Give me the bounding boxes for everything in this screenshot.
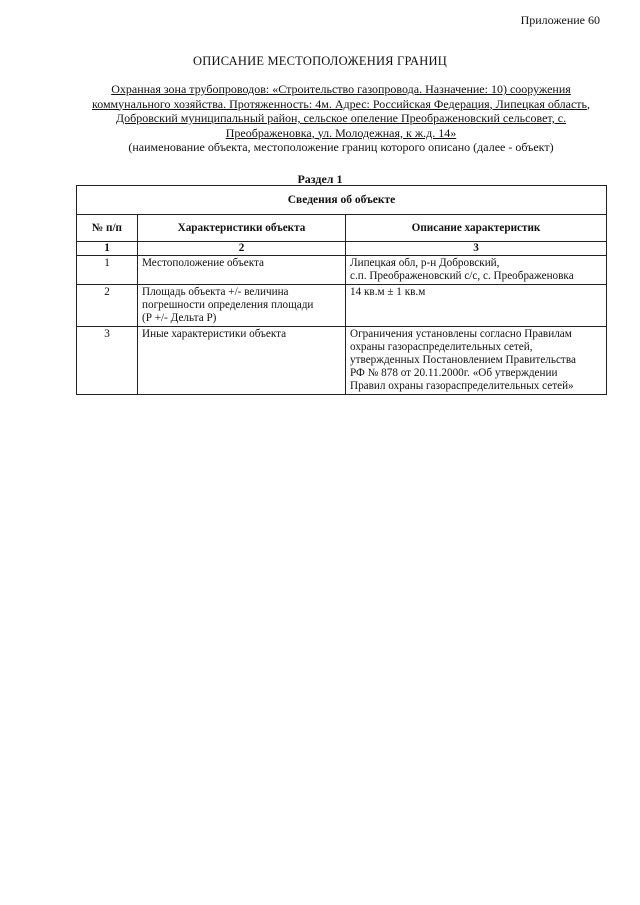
column-number: 2: [138, 242, 346, 256]
description-line: с.п. Преображеновский с/с, с. Преображеновка: [350, 270, 574, 282]
table-row: [77, 256, 607, 285]
column-header-description: Описание характеристик: [346, 215, 607, 242]
row-characteristic: Иные характеристики объекта: [138, 327, 346, 395]
table-caption-row: [77, 186, 607, 215]
row-description: [346, 327, 607, 395]
column-header-characteristic: Характеристики объекта: [138, 215, 346, 242]
column-number: 3: [346, 242, 607, 256]
row-characteristic: [138, 285, 346, 327]
appendix-label: Приложение 60: [520, 13, 600, 27]
description-line: РФ № 878 от 20.11.2000г. «Об утверждении: [350, 367, 558, 379]
row-characteristic: Местоположение объекта: [138, 256, 346, 285]
description-line: утвержденных Постановлением Правительства: [350, 354, 576, 366]
object-description-block: [76, 82, 606, 155]
characteristic-line: погрешности определения площади: [142, 299, 314, 311]
row-description: [346, 256, 607, 285]
table-caption: Сведения об объекте: [77, 186, 607, 215]
description-line: Правил охраны газораспределительных сетей»: [350, 380, 574, 392]
column-header-number: № п/п: [77, 215, 138, 242]
description-line: Липецкая обл, р-н Добровский,: [350, 257, 500, 269]
characteristic-line: Площадь объекта +/- величина: [142, 286, 289, 298]
document-title: ОПИСАНИЕ МЕСТОПОЛОЖЕНИЯ ГРАНИЦ: [193, 54, 447, 68]
description-line: охраны газораспределительных сетей,: [350, 341, 533, 353]
row-number: 2: [77, 285, 138, 327]
row-number: 1: [77, 256, 138, 285]
object-info-table: [76, 185, 607, 395]
section-title: Раздел 1: [297, 172, 343, 186]
table-header-row: [77, 215, 607, 242]
row-number: 3: [77, 327, 138, 395]
table-row: [77, 327, 607, 395]
description-line: Ограничения установлены согласно Правилам: [350, 328, 572, 340]
object-caption: (наименование объекта, местоположение границ которого описано (далее - объект): [128, 140, 554, 154]
table-row: [77, 285, 607, 327]
object-description: Охранная зона трубопроводов: «Строительство газопровода. Назначение: 10) сооружения коммунального хозяйства. Протяженность: 4м. Адрес: Российская Федерация, Липецкая область, Добровский муниципальный район, сельское опеление Преображеновский сельсовет, с. Преображеновка, ул. Молодежная, к ж.д. 14»: [91, 82, 591, 140]
column-number-row: [77, 242, 607, 256]
row-description: 14 кв.м ± 1 кв.м: [346, 285, 607, 327]
column-number: 1: [77, 242, 138, 256]
characteristic-line: (Р +/- Дельта Р): [142, 312, 217, 324]
